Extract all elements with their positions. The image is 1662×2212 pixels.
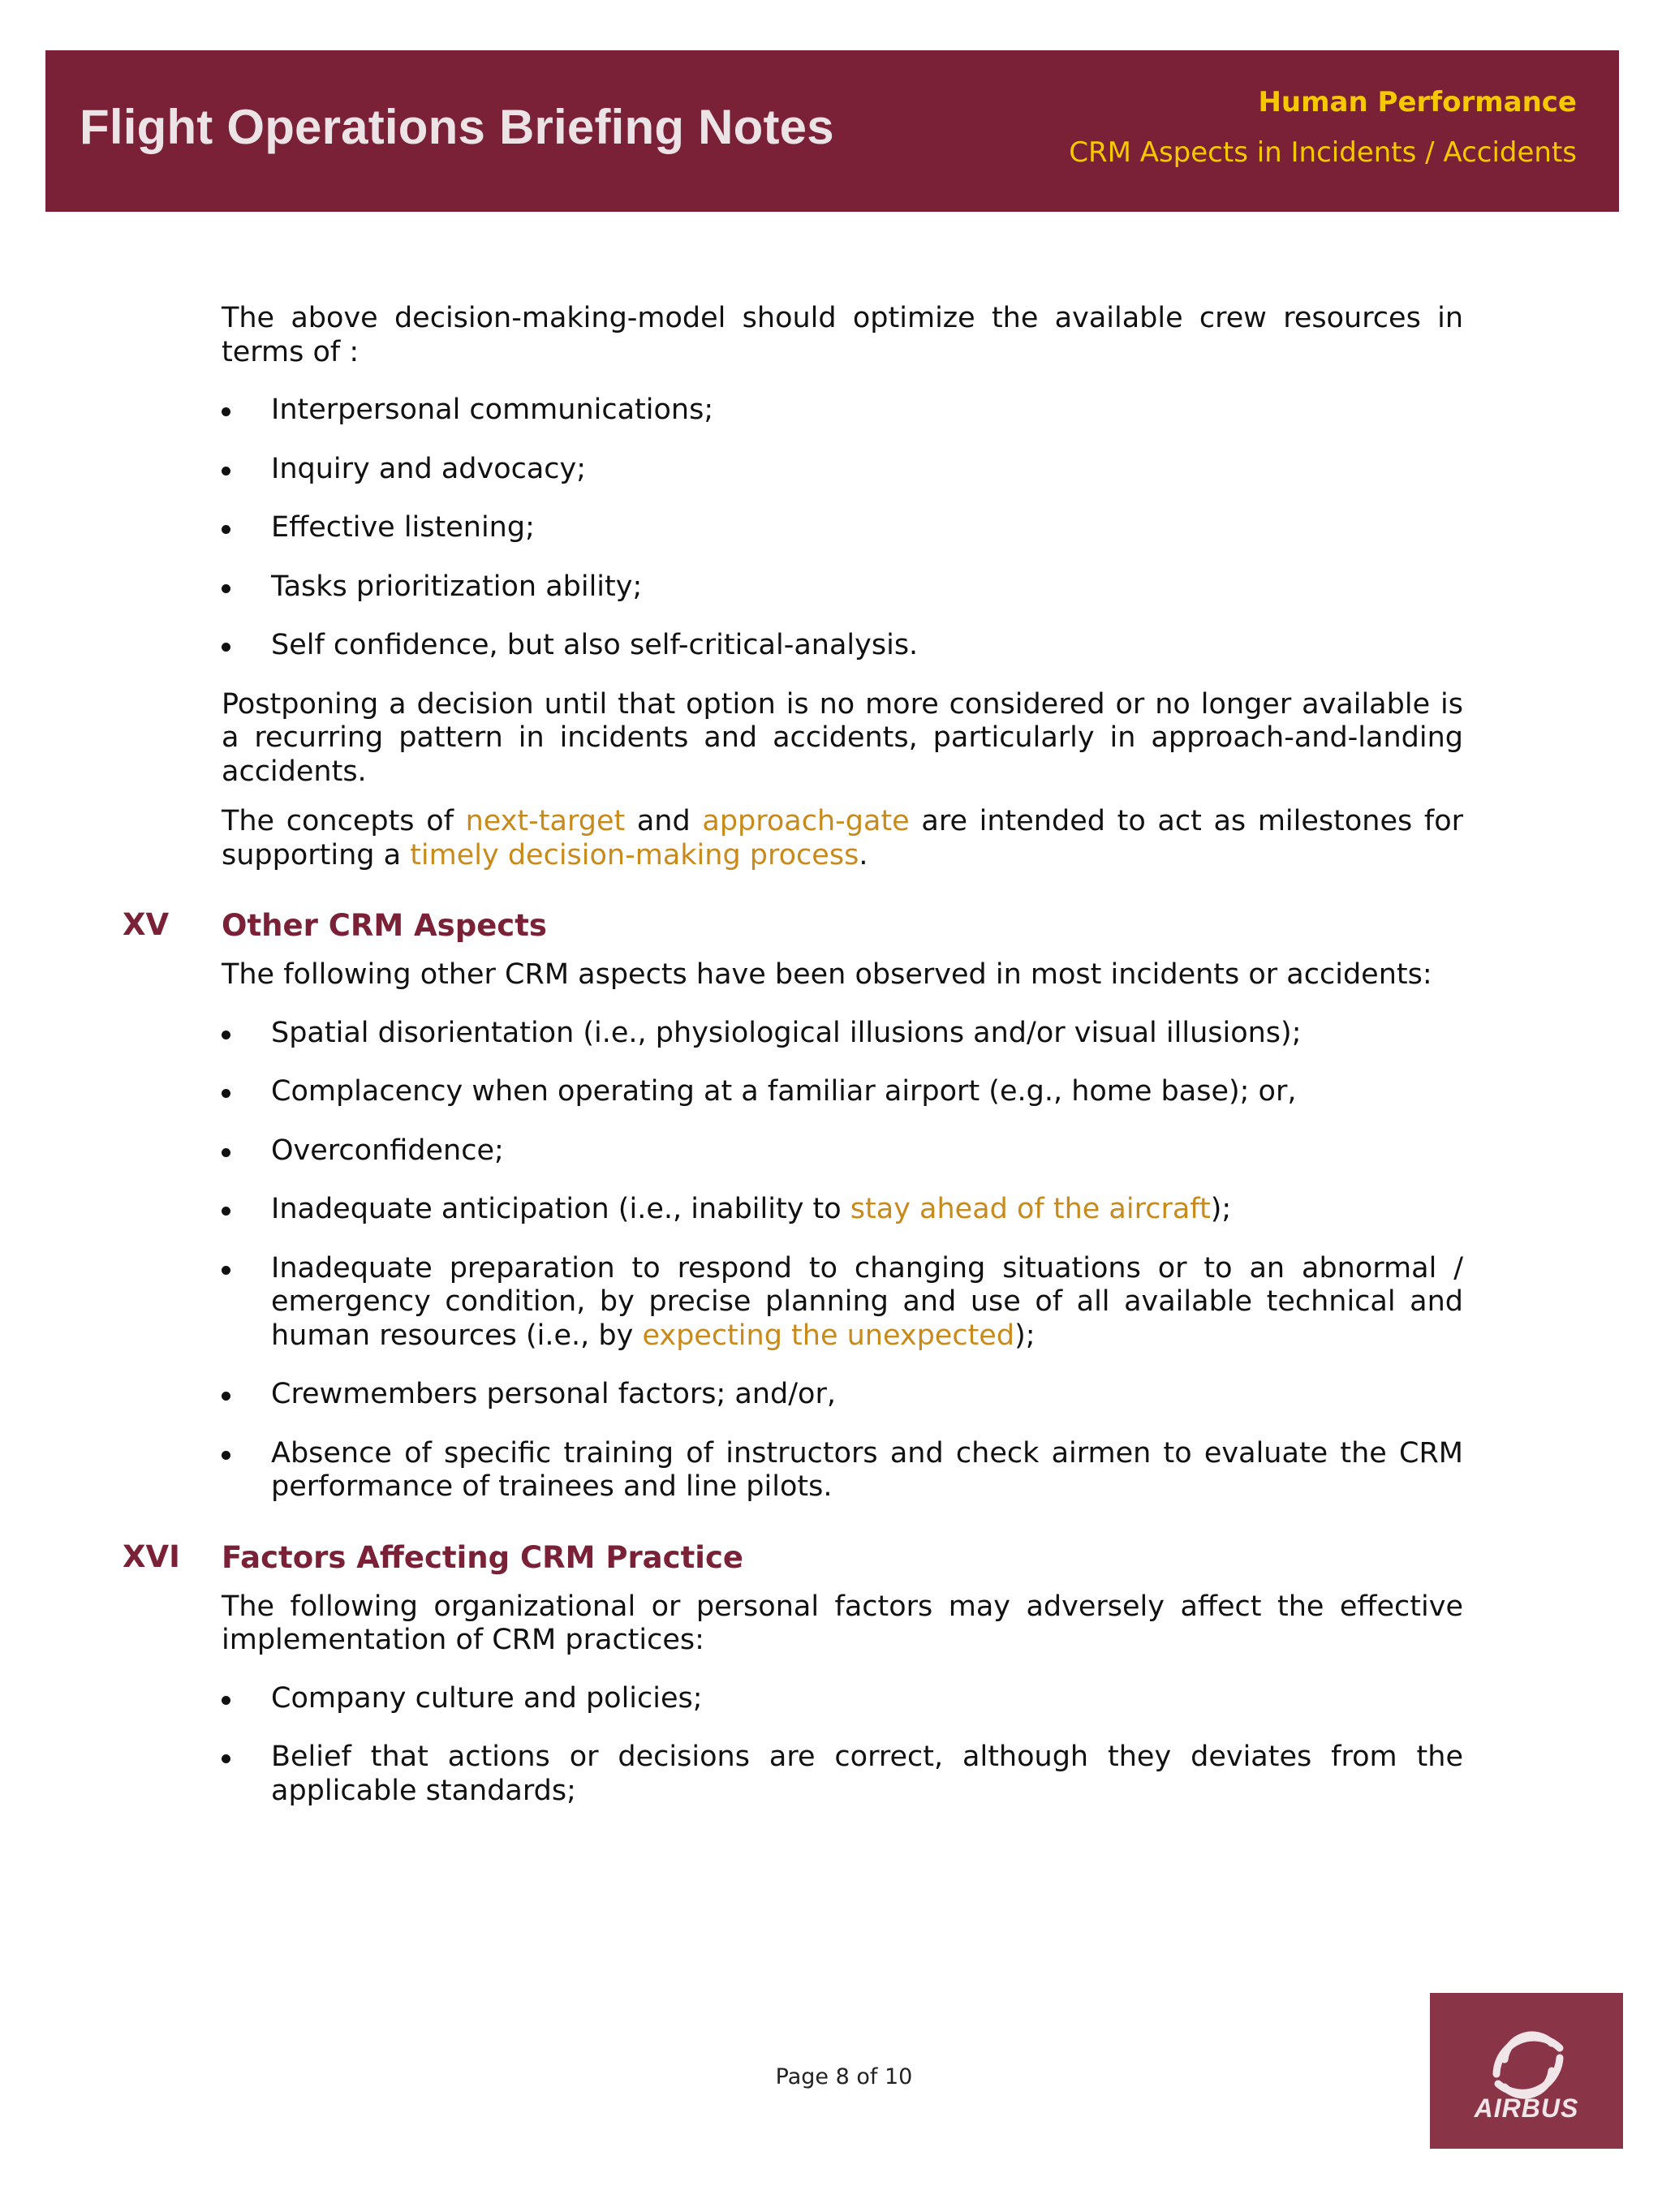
bullet-icon bbox=[222, 1031, 230, 1039]
intro-bullet-list bbox=[222, 394, 1463, 663]
intro-paragraph: The above decision-making-model should optimize the available crew resources in terms of : bbox=[222, 302, 1463, 368]
bullet-icon bbox=[222, 525, 230, 534]
section-other-crm-aspects bbox=[123, 907, 1463, 1504]
postponing-paragraph: Postponing a decision until that option is no more considered or no longer available is a recurring pattern in incidents and accidents, particularly in approach-and-landing accidents. bbox=[222, 687, 1463, 788]
list-item: Overconfidence; bbox=[222, 1134, 1463, 1168]
list-item: Spatial disorientation (i.e., physiological illusions and/or visual illusions); bbox=[222, 1017, 1463, 1051]
section-lead: The following organizational or personal factors may adversely affect the effective implementation of CRM practices: bbox=[222, 1590, 1463, 1656]
list-item: Inquiry and advocacy; bbox=[222, 453, 1463, 487]
section-title: Factors Affecting CRM Practice bbox=[222, 1539, 743, 1575]
list-item: Inadequate anticipation (i.e., inability to stay ahead of the aircraft); bbox=[222, 1193, 1463, 1227]
section-title: Other CRM Aspects bbox=[222, 908, 547, 943]
bullet-icon bbox=[222, 407, 230, 416]
bullet-icon bbox=[222, 1207, 230, 1216]
list-item: Interpersonal communications; bbox=[222, 394, 1463, 428]
page-header bbox=[45, 50, 1619, 212]
document-title: Flight Operations Briefing Notes bbox=[80, 100, 834, 154]
link-stay-ahead[interactable]: stay ahead of the aircraft bbox=[850, 1193, 1211, 1225]
list-item: Effective listening; bbox=[222, 511, 1463, 545]
bullet-icon bbox=[222, 1451, 230, 1460]
bullet-icon bbox=[222, 1148, 230, 1157]
section-number: XVI bbox=[123, 1539, 180, 1574]
bullet-icon bbox=[222, 1754, 230, 1763]
bullet-icon bbox=[222, 1696, 230, 1705]
header-subtitle: CRM Aspects in Incidents / Accidents bbox=[1069, 136, 1577, 169]
header-category: Human Performance bbox=[1258, 86, 1577, 118]
link-approach-gate[interactable]: approach-gate bbox=[702, 805, 910, 837]
airbus-logo bbox=[1430, 1993, 1623, 2149]
link-next-target[interactable]: next-target bbox=[465, 805, 626, 837]
bullet-icon bbox=[222, 1266, 230, 1275]
list-item: Complacency when operating at a familiar airport (e.g., home base); or, bbox=[222, 1075, 1463, 1109]
list-item: Company culture and policies; bbox=[222, 1682, 1463, 1716]
section-bullet-list bbox=[222, 1017, 1463, 1504]
list-item: Inadequate preparation to respond to changing situations or to an abnormal / emergency condition, by precise planning and use of all available technical and human resources (i.e., by expecting the unexpected); bbox=[222, 1252, 1463, 1353]
bullet-icon bbox=[222, 1089, 230, 1098]
airbus-swirl-icon bbox=[1430, 1993, 1623, 2149]
bullet-icon bbox=[222, 643, 230, 652]
list-item: Tasks prioritization ability; bbox=[222, 570, 1463, 605]
concepts-paragraph: The concepts of next-target and approach-gate are intended to act as milestones for supporting a timely decision-making process. bbox=[222, 805, 1463, 871]
list-item: Self confidence, but also self-critical-analysis. bbox=[222, 629, 1463, 663]
link-timely-decision-making[interactable]: timely decision-making process bbox=[410, 838, 859, 871]
section-factors-affecting-crm bbox=[123, 1539, 1463, 1809]
section-lead: The following other CRM aspects have been observed in most incidents or accidents: bbox=[222, 958, 1432, 991]
bullet-icon bbox=[222, 467, 230, 476]
list-item: Absence of specific training of instructors and check airmen to evaluate the CRM performance of trainees and line pilots. bbox=[222, 1437, 1463, 1504]
list-item: Belief that actions or decisions are correct, although they deviates from the applicable standards; bbox=[222, 1741, 1463, 1808]
page-content bbox=[123, 302, 1463, 1833]
page-number: Page 8 of 10 bbox=[775, 2064, 913, 2089]
section-number: XV bbox=[123, 907, 170, 942]
logo-wordmark: AIRBUS bbox=[1474, 2094, 1579, 2123]
section-bullet-list bbox=[222, 1682, 1463, 1809]
bullet-icon bbox=[222, 584, 230, 593]
bullet-icon bbox=[222, 1392, 230, 1401]
link-expecting-unexpected[interactable]: expecting the unexpected bbox=[642, 1319, 1015, 1352]
list-item: Crewmembers personal factors; and/or, bbox=[222, 1378, 1463, 1412]
